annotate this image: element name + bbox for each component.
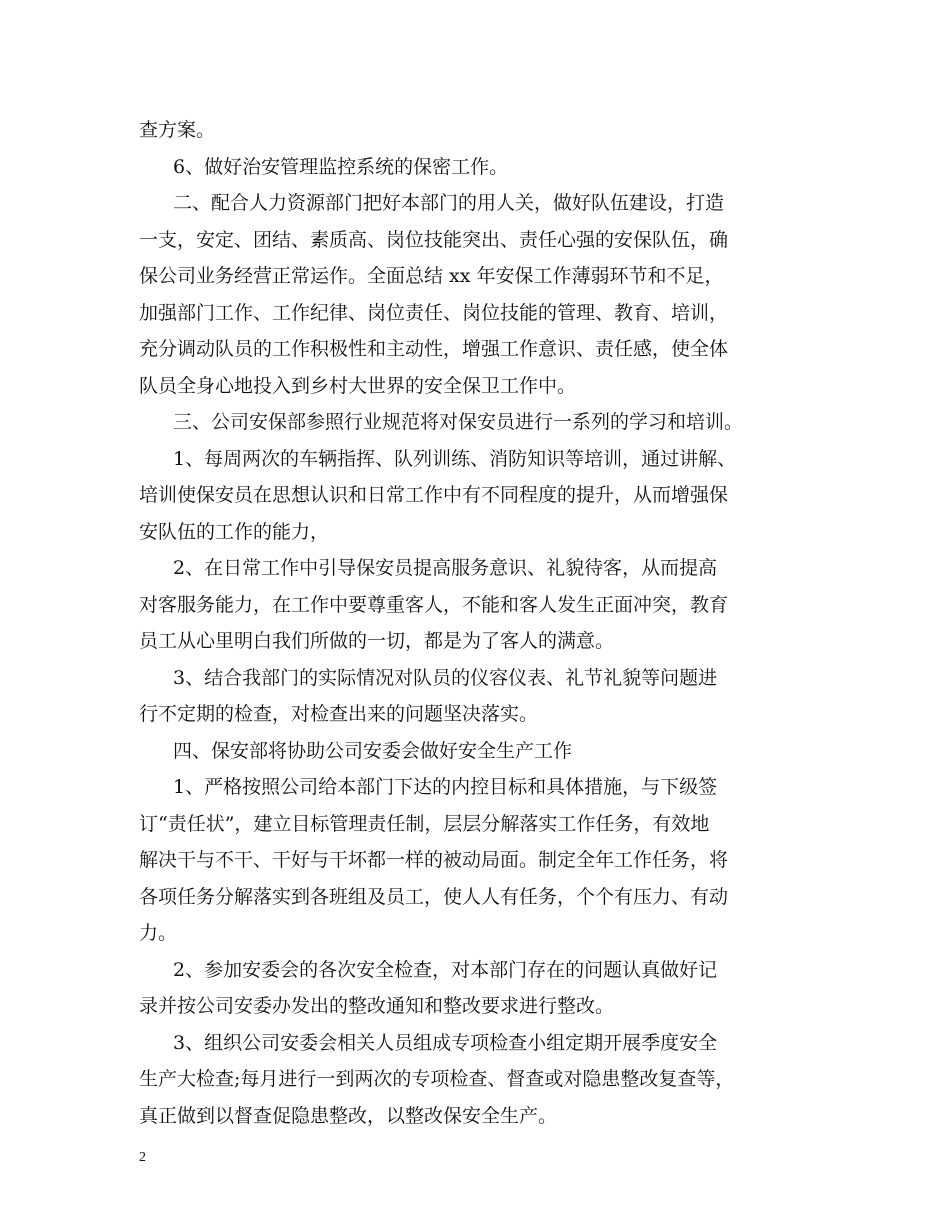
text-line-22: 各项任务分解落实到各班组及员工，使人人有任务，个个有压力、有动 [139, 886, 729, 908]
text-line-10: 1、每周两次的车辆指挥、队列训练、消防知识等培训，通过讲解、 [173, 448, 737, 470]
text-line-18: 四、保安部将协助公司安委会做好安全生产工作 [173, 740, 573, 762]
text-line-14: 对客服务能力，在工作中要尊重客人，不能和客人发生正面冲突，教育 [139, 594, 729, 616]
text-line-25: 录并按公司安委办发出的整改通知和整改要求进行整改。 [139, 995, 615, 1017]
text-line-28: 真正做到以督查促隐患整改，以整改保安全生产。 [139, 1105, 558, 1127]
text-line-5: 保公司业务经营正常运作。全面总结 xx 年安保工作薄弱环节和不足， [139, 265, 724, 287]
text-line-4: 一支，安定、团结、素质高、岗位技能突出、责任心强的安保队伍，确 [139, 229, 729, 251]
text-line-9: 三、公司安保部参照行业规范将对保安员进行一系列的学习和培训。 [173, 411, 744, 433]
text-line-1: 查方案。 [139, 119, 216, 141]
text-line-20: 订“责任状”，建立目标管理责任制，层层分解落实工作任务，有效地 [139, 813, 710, 835]
text-line-2: 6、做好治安管理监控系统的保密工作。 [173, 156, 509, 178]
text-line-23: 力。 [139, 922, 178, 944]
text-line-7: 充分调动队员的工作积极性和主动性，增强工作意识、责任感，使全体 [139, 338, 729, 360]
text-line-3: 二、配合人力资源部门把好本部门的用人关，做好队伍建设，打造 [173, 192, 725, 214]
text-line-19: 1、严格按照公司给本部门下达的内控目标和具体措施，与下级签 [173, 776, 718, 798]
text-line-15: 员工从心里明白我们所做的一切，都是为了客人的满意。 [139, 630, 615, 652]
text-line-12: 安队伍的工作的能力， [139, 521, 330, 543]
text-line-16: 3、结合我部门的实际情况对队员的仪容仪表、礼节礼貌等问题进 [173, 667, 718, 689]
text-line-6: 加强部门工作、工作纪律、岗位责任、岗位技能的管理、教育、培训， [139, 302, 729, 324]
text-line-17: 行不定期的检查，对检查出来的问题坚决落实。 [139, 703, 539, 725]
text-line-24: 2、参加安委会的各次安全检查，对本部门存在的问题认真做好记 [173, 959, 718, 981]
text-line-11: 培训使保安员在思想认识和日常工作中有不同程度的提升，从而增强保 [139, 484, 729, 506]
page-number: 2 [139, 1150, 146, 1165]
text-line-26: 3、组织公司安委会相关人员组成专项检查小组定期开展季度安全 [173, 1032, 718, 1054]
text-line-13: 2、在日常工作中引导保安员提高服务意识、礼貌待客，从而提高 [173, 557, 718, 579]
text-line-21: 解决干与不干、干好与干坏都一样的被动局面。制定全年工作任务，将 [139, 849, 729, 871]
text-line-8: 队员全身心地投入到乡村大世界的安全保卫工作中。 [139, 375, 577, 397]
text-line-27: 生产大检查;每月进行一到两次的专项检查、督查或对隐患整改复查等， [139, 1068, 735, 1090]
